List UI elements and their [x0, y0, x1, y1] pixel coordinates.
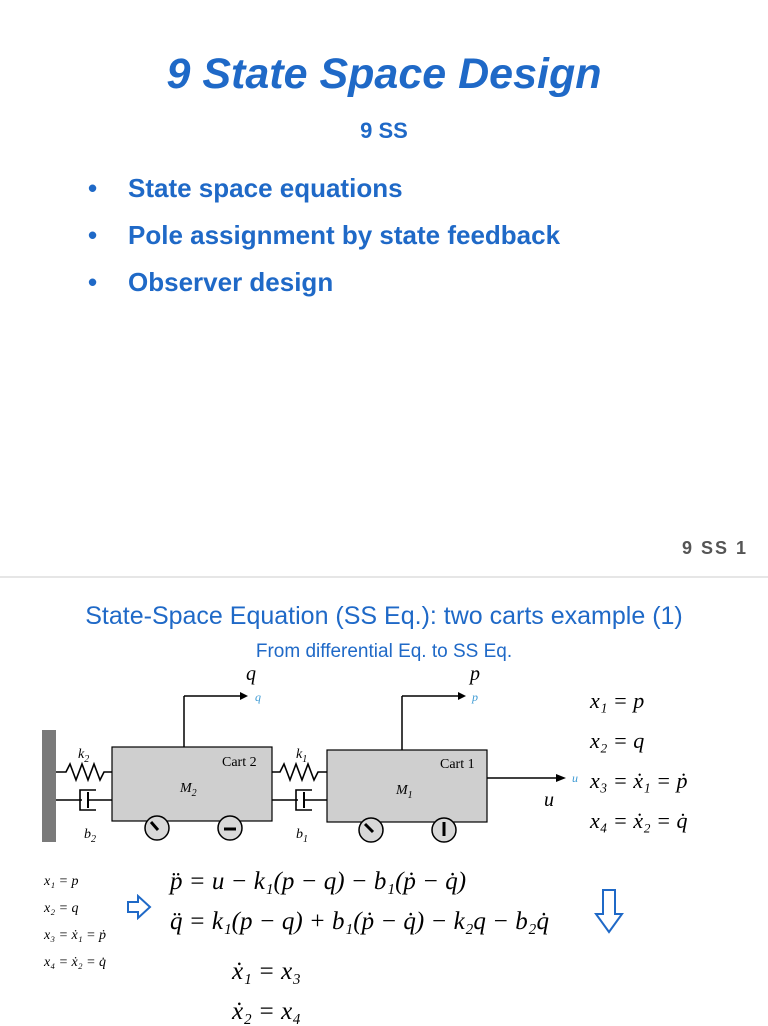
state-def: x₂ = q	[590, 728, 645, 753]
bullet-list	[88, 166, 560, 307]
small-state-definitions	[44, 874, 106, 982]
wall	[42, 730, 56, 842]
small-state-def: x₁ = p	[44, 874, 79, 889]
slide-title: 9 State Space Design	[166, 50, 602, 98]
cart-2-label: Cart 2	[222, 755, 257, 770]
small-state-def: x₂ = q	[44, 901, 79, 916]
small-state-def: x₄ = ẋ₂ = q̇	[44, 955, 107, 970]
b1-label: b	[296, 827, 303, 842]
p-small-label: p	[472, 690, 478, 704]
svg-text:b1: $b_1$	[296, 827, 308, 845]
bullet-item	[88, 166, 560, 213]
slide-2-subtitle: From differential Eq. to SS Eq.	[255, 641, 513, 662]
q-arrow-icon	[240, 692, 248, 700]
slide-2	[0, 578, 768, 1024]
slide-subtitle: 9 SS	[360, 118, 408, 143]
m2-label: M	[180, 781, 192, 796]
equation-x1-dot: ẋ₁ = x₃	[232, 958, 301, 985]
small-state-def: x₃ = ẋ₁ = ṗ	[44, 928, 107, 943]
q-label: q	[246, 666, 256, 685]
m1-label: M	[396, 783, 408, 798]
state-definitions	[590, 688, 688, 848]
bullet-dot-icon: •	[88, 220, 98, 250]
b2-label: b	[84, 827, 91, 842]
k2-label: k	[78, 747, 85, 762]
state-def: x₄ = ẋ₂ = q̇	[590, 808, 688, 833]
bullet-dot-icon: •	[88, 173, 98, 203]
bullet-text: Observer design	[128, 267, 334, 297]
bullet-text: Pole assignment by state feedback	[128, 220, 561, 250]
state-def: x₁ = p	[590, 688, 645, 713]
bullet-dot-icon: •	[88, 267, 98, 297]
u-arrow-icon	[556, 774, 566, 782]
page-number: 9 SS 1	[681, 538, 748, 558]
svg-text:M2: $M_2$	[180, 781, 197, 799]
k1-label: k	[296, 747, 303, 762]
two-carts-diagram	[0, 666, 590, 876]
svg-text:k1: $k_1$	[296, 747, 308, 765]
spring-k2-icon	[56, 764, 112, 780]
bullet-item	[88, 213, 560, 260]
down-arrow-icon	[594, 888, 624, 934]
svg-text:b2: $b_2$	[84, 827, 96, 845]
equation-q-ddot: q̈ = k₁(p − q) + b₁(ṗ − q̇) − k₂q − b₂q̇	[170, 908, 549, 935]
q-small-label: q	[255, 690, 261, 704]
p-arrow-icon	[458, 692, 466, 700]
bullet-text: State space equations	[128, 173, 403, 203]
right-arrow-icon	[126, 894, 152, 920]
equation-p-ddot: p̈ = u − k₁(p − q) − b₁(ṗ − q̇)	[170, 868, 467, 895]
u-small-label: u	[572, 771, 578, 785]
svg-text:M1: $M_1$	[396, 783, 413, 801]
svg-text:k2: $k_2$	[78, 747, 90, 765]
equation-x2-dot: ẋ₂ = x₄	[232, 998, 301, 1025]
u-label: u	[544, 789, 554, 811]
spring-k1-icon	[272, 764, 327, 780]
p-label: p	[470, 666, 480, 685]
cart-1-label: Cart 1	[440, 757, 475, 772]
slide-2-title: State-Space Equation (SS Eq.): two carts example (1)	[85, 602, 683, 630]
bullet-item	[88, 260, 560, 307]
state-def: x₃ = ẋ₁ = ṗ	[590, 768, 688, 793]
